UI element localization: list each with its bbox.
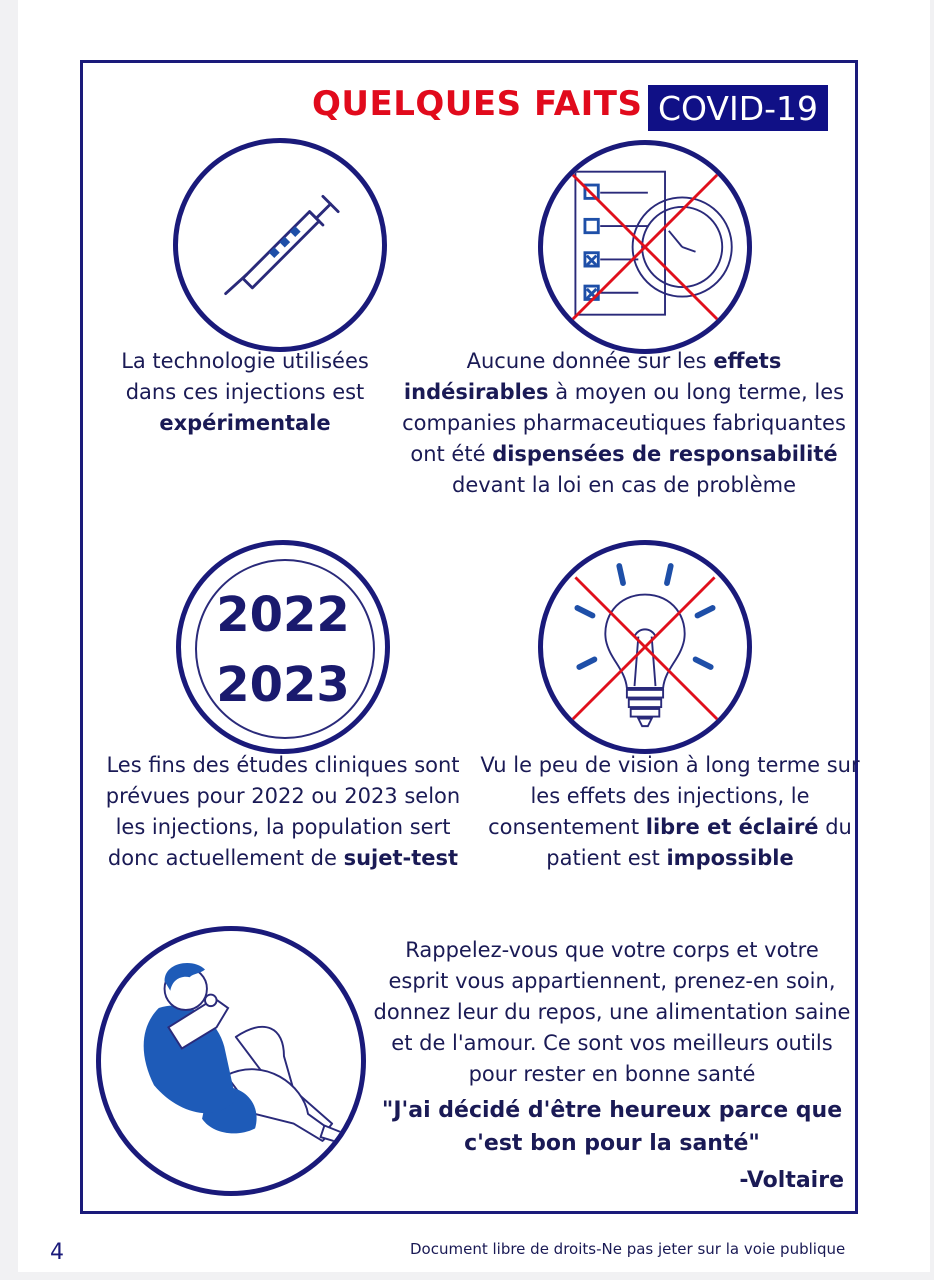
fact-2-caption: [396, 346, 852, 501]
fact-3-text: Les fins des études cliniques sont prévues pour 2022 ou 2023 selon les injections, la population sert donc actuellement de: [105, 753, 461, 870]
fact-2-bold-b: dispensées de responsabilité: [492, 442, 838, 466]
fact-4-caption: [478, 750, 862, 874]
crossed-checklist-clock-icon: [538, 140, 752, 354]
quote-author: -Voltaire: [739, 1168, 844, 1193]
fact-4-bold-b: impossible: [666, 846, 794, 870]
page-number: 4: [50, 1240, 64, 1265]
page-title: QUELQUES FAITS: [312, 84, 643, 124]
fact-3-caption: [96, 750, 470, 874]
covid-badge: COVID-19: [648, 85, 828, 131]
year-2023: 2023: [216, 657, 350, 713]
fact-1-caption: [100, 346, 390, 439]
fact-4-text-b: du patient est: [546, 815, 852, 870]
fact-1-text: La technologie utilisées dans ces injections est: [121, 349, 369, 404]
fact-2-text-c: devant la loi en cas de problème: [451, 473, 796, 497]
syringe-icon: [173, 138, 387, 352]
person-thinking-icon: [96, 926, 366, 1196]
fact-3-bold: sujet-test: [343, 846, 459, 870]
closing-text: Rappelez-vous que votre corps et votre esprit vous appartiennent, prenez-en soin, donnez leur du repos, une alimentation saine et de l'amour. Ce sont vos meilleurs outils pour rester en bonne santé: [373, 938, 851, 1086]
voltaire-quote: "J'ai décidé d'être heureux parce que c'est bon pour la santé": [381, 1098, 843, 1156]
fact-4-text-a: Vu le peu de vision à long terme sur les effets des injections, le consentement: [480, 753, 860, 839]
fact-2-bold-a: effets indésirables: [403, 349, 782, 404]
fact-4-bold-a: libre et éclairé: [645, 815, 819, 839]
crossed-lightbulb-icon: [538, 540, 752, 754]
fact-1-bold: expérimentale: [159, 411, 331, 435]
year-2022: 2022: [216, 587, 350, 643]
calendar-years-icon: [176, 540, 390, 754]
fact-2-text-a: Aucune donnée sur les: [466, 349, 714, 373]
footer-note: Document libre de droits-Ne pas jeter sur la voie publique: [410, 1240, 846, 1258]
fact-2-text-b: à moyen ou long terme, les companies pharmaceutiques fabriquantes ont été: [402, 380, 846, 466]
